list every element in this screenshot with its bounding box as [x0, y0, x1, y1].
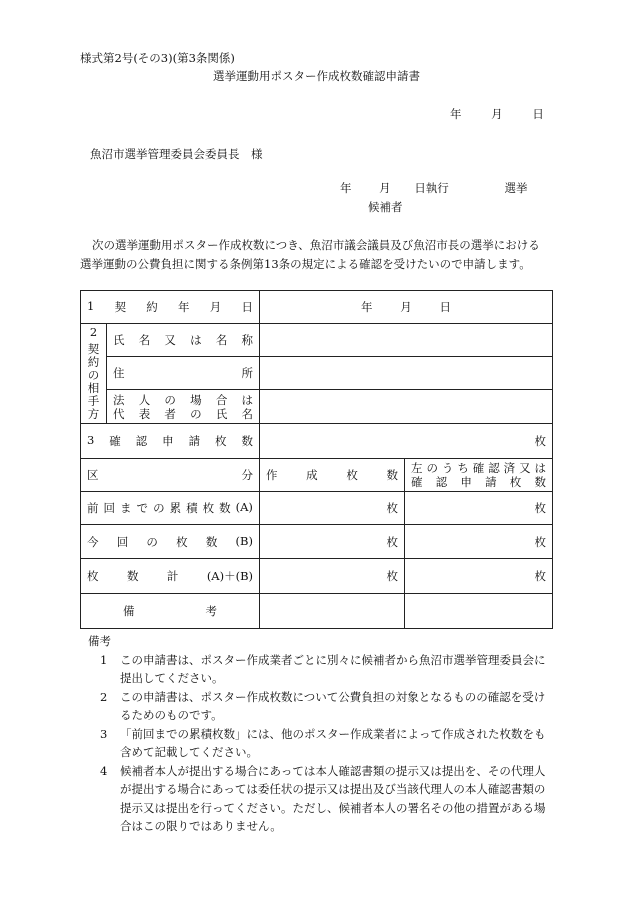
election-month: 月 [379, 181, 391, 195]
label-char: 者 [164, 406, 176, 421]
label-char: 請 [485, 475, 497, 489]
label-char: の [153, 501, 165, 515]
contract-party-label: 2 契 約 の 相 手 方 [81, 324, 107, 424]
table-row [81, 492, 553, 525]
label-char: 手 [87, 394, 100, 408]
label-char: ち [457, 461, 469, 475]
label-char: 約 [87, 355, 100, 369]
label-char: 数 [386, 468, 398, 482]
remarks-field-confirmed[interactable] [405, 594, 553, 629]
application-date[interactable] [438, 106, 544, 122]
date-month: 月 [491, 107, 503, 121]
label-char: 今 [87, 534, 99, 549]
label-char: 数 [205, 534, 218, 549]
label-char: 区 [87, 468, 99, 482]
contract-date-label [81, 291, 260, 324]
candidate-label: 候補者 [368, 200, 403, 214]
label-char: 称 [241, 333, 254, 347]
label-char: の [164, 392, 176, 407]
label-char: 氏 [113, 333, 125, 347]
previous-confirmed-field[interactable]: 枚 [405, 492, 553, 525]
label-char: 成 [306, 468, 318, 482]
label-char: 合 [215, 392, 228, 407]
label-char: 数 [219, 501, 231, 515]
label-char: の [87, 368, 100, 382]
label-char: 分 [241, 468, 254, 482]
row-label-previous [81, 492, 260, 525]
label-char: は [534, 461, 547, 475]
label-char: 枚 [87, 569, 99, 583]
representative-label [107, 390, 260, 424]
representative-field[interactable] [260, 390, 553, 424]
request-count-field[interactable]: 枚 [260, 424, 553, 459]
label-char: 積 [186, 501, 198, 515]
label-char: (B) [235, 533, 253, 548]
row-label-total [81, 559, 260, 594]
label-char: 計 [166, 569, 179, 583]
label-char: 作 [266, 468, 278, 482]
label-char: 枚 [509, 475, 522, 489]
label-char: 又 [519, 461, 531, 475]
date-day: 日 [532, 107, 544, 121]
label-char: 月 [209, 300, 222, 314]
election-year: 年 [340, 181, 352, 195]
address-field[interactable] [260, 357, 553, 390]
label-char: 又 [164, 333, 176, 347]
label-char: 枚 [202, 501, 215, 515]
request-count-label [81, 424, 260, 459]
label-char: 回 [103, 501, 116, 515]
label-char: 請 [188, 434, 201, 448]
label-char: 回 [116, 534, 129, 549]
previous-created-field[interactable]: 枚 [260, 492, 405, 525]
label-char: 名 [215, 333, 228, 347]
label-char: 認 [135, 434, 148, 448]
current-created-field[interactable]: 枚 [260, 525, 405, 559]
label-char: ま [120, 501, 132, 515]
label-char: 認 [488, 461, 500, 475]
label-char: 数 [241, 434, 253, 448]
contract-date-field[interactable]: 年 月 日 [260, 291, 553, 324]
label-char: の [426, 461, 438, 475]
label-char: 氏 [215, 406, 228, 421]
col-header-created [260, 459, 405, 492]
label-char: 契 [114, 300, 127, 314]
label-char: 累 [169, 501, 182, 515]
label-char: 左 [411, 461, 423, 475]
label-char: 名 [241, 406, 254, 421]
note-item: 1 この申請書は、ポスター作成業者ごとに別々に候補者から魚沼市選挙管理委員会に提出してください。 [100, 652, 546, 685]
label-char: 備 [123, 604, 135, 618]
label-char: 済 [503, 461, 516, 475]
label-char: で [136, 501, 149, 515]
election-executed: 日執行 [414, 181, 449, 195]
label-char: 所 [241, 366, 254, 380]
label-char: 代 [113, 406, 125, 421]
label-char: 枚 [346, 468, 358, 482]
label-char: 枚 [176, 534, 188, 549]
label-char: 考 [205, 604, 218, 618]
name-label [107, 324, 260, 357]
label-char: 表 [138, 406, 151, 421]
total-created-field[interactable]: 枚 [260, 559, 405, 594]
label-char: 前 [87, 501, 99, 515]
label-char: 申 [162, 434, 174, 448]
document-title: 選挙運動用ポスター作成枚数確認申請書 [213, 69, 420, 83]
label-char: 数 [126, 569, 139, 583]
note-item: 4 候補者本人が提出する場合にあっては本人確認書類の提示又は提出を、その代理人が提出する場合にあっては委任状の提示又は提出及び当該代理人の本人確認書類の提示又は提出を行ってください。ただし、候補者本人の署名その他の措置がある場合はこの限りではありません。 [100, 763, 546, 833]
remarks-field-created[interactable] [260, 594, 405, 629]
intro-text: 次の選挙運動用ポスター作成枚数につき、魚沼市議会議員及び魚沼市長の選挙における選挙運動の公費負担に関する条例第13条の規定による確認を受けたいので申請します。 [80, 238, 540, 271]
label-char: 数 [534, 475, 546, 489]
col-header-category [81, 459, 260, 492]
label-char: 1 [87, 299, 95, 313]
label-char: 名 [138, 333, 151, 347]
remarks-label [81, 594, 260, 629]
label-char: の [190, 406, 202, 421]
label-char: 確 [472, 461, 485, 475]
election-info[interactable] [340, 180, 527, 196]
label-char: 確 [411, 475, 423, 489]
label-char: 確 [109, 434, 121, 448]
label-char: 約 [146, 300, 158, 314]
label-char: 日 [241, 300, 253, 314]
note-item: 3 「前回までの累積枚数」には、他のポスター作成業者によって作成された枚数をも含めて記載してください。 [100, 726, 546, 759]
label-char: 契 [87, 342, 100, 356]
label-char: 枚 [215, 434, 227, 448]
label-char: の [146, 534, 158, 549]
label-char: 法 [113, 392, 125, 407]
label-char: 住 [113, 366, 125, 380]
col-header-confirmed [405, 459, 553, 492]
note-item: 2 この申請書は、ポスター作成枚数について公費負担の対象となるものの確認を受けるためのものです。 [100, 689, 546, 722]
table-row [81, 559, 553, 594]
label-char: 申 [460, 475, 472, 489]
label-char: う [441, 461, 454, 475]
row-label-current [81, 525, 260, 559]
notes-section [88, 632, 553, 836]
label-char: 人 [138, 392, 151, 407]
notes-heading: 備考 [88, 634, 111, 648]
label-char: 相 [87, 381, 100, 395]
label-char: 認 [435, 475, 448, 489]
addressee: 魚沼市選挙管理委員会委員長 様 [90, 147, 263, 161]
form-id: 様式第2号(その3)(第3条関係) [80, 51, 235, 65]
name-field[interactable] [260, 324, 553, 357]
label-char: 年 [178, 300, 190, 314]
label-char: は [241, 392, 254, 407]
application-table [80, 290, 553, 629]
table-row [81, 525, 553, 559]
label-char: (A) [235, 500, 253, 514]
total-confirmed-field[interactable]: 枚 [405, 559, 553, 594]
label-char: 3 [87, 433, 95, 447]
label-char: は [190, 333, 202, 347]
label-char: 場 [190, 392, 202, 407]
current-confirmed-field[interactable]: 枚 [405, 525, 553, 559]
election-type: 選挙 [504, 181, 528, 195]
date-year: 年 [450, 107, 462, 121]
label-char: (A)＋(B) [206, 569, 254, 583]
label-char: 方 [87, 407, 100, 421]
address-label [107, 357, 260, 390]
